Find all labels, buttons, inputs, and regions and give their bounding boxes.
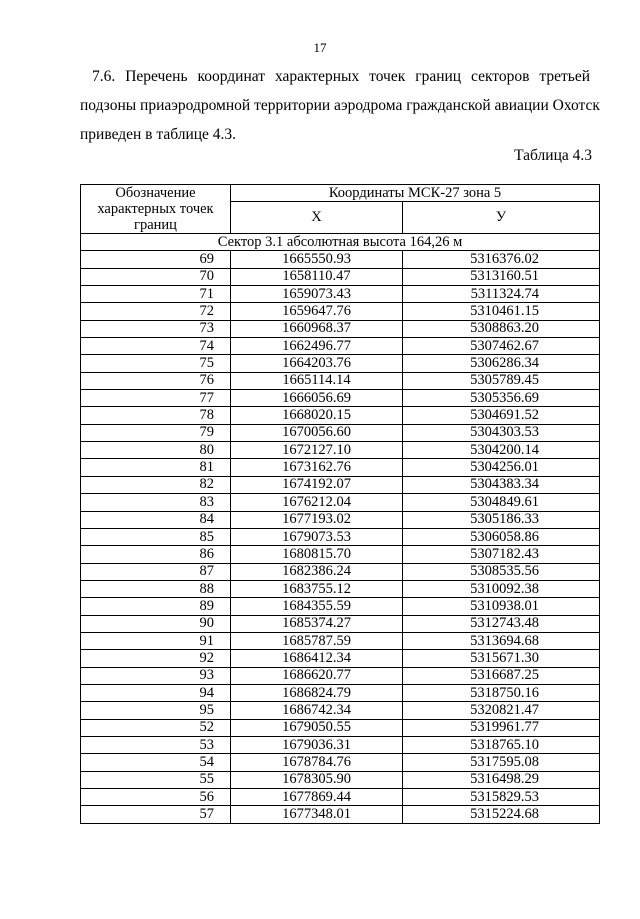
x-coordinate-cell: 1680815.70 [231,546,403,563]
coordinates-table [80,184,600,824]
x-coordinate-cell: 1677869.44 [231,789,403,806]
point-number-cell: 71 [81,286,231,303]
point-number-cell: 73 [81,320,231,337]
y-coordinate-cell: 5318765.10 [403,736,600,753]
y-coordinate-cell: 5312743.48 [403,615,600,632]
table-row [81,650,600,667]
table-row [81,476,600,493]
point-number-cell: 95 [81,702,231,719]
point-designation-header: Обозначение характерных точек границ [81,185,231,234]
x-coordinate-cell: 1660968.37 [231,320,403,337]
x-coordinate-cell: 1686742.34 [231,702,403,719]
x-coordinate-cell: 1668020.15 [231,407,403,424]
point-number-cell: 52 [81,719,231,736]
x-coordinate-cell: 1678305.90 [231,771,403,788]
point-number-cell: 84 [81,511,231,528]
point-number-cell: 77 [81,390,231,407]
y-coordinate-cell: 5313160.51 [403,268,600,285]
point-number-cell: 87 [81,563,231,580]
x-coordinate-cell: 1658110.47 [231,268,403,285]
y-coordinate-cell: 5320821.47 [403,702,600,719]
point-number-cell: 57 [81,806,231,823]
y-coordinate-cell: 5306286.34 [403,355,600,372]
x-coordinate-cell: 1679073.53 [231,528,403,545]
table-row [81,546,600,563]
y-coordinate-cell: 5304303.53 [403,424,600,441]
point-number-cell: 82 [81,476,231,493]
x-coordinate-cell: 1685374.27 [231,615,403,632]
y-coordinate-cell: 5310938.01 [403,598,600,615]
x-coordinate-cell: 1673162.76 [231,459,403,476]
y-coordinate-cell: 5304256.01 [403,459,600,476]
point-number-cell: 93 [81,667,231,684]
y-header: У [403,202,600,234]
point-number-cell: 54 [81,754,231,771]
y-coordinate-cell: 5306058.86 [403,528,600,545]
sector-label: Сектор 3.1 абсолютная высота 164,26 м [81,234,600,251]
page-number: 17 [313,40,327,55]
point-number-cell: 56 [81,789,231,806]
table-row [81,442,600,459]
x-coordinate-cell: 1686824.79 [231,684,403,701]
paragraph-line-1: 7.6. Перечень координат характерных точек границ секторов третьей [92,68,590,85]
paragraph-line-2: подзоны приаэродромной территории аэродрома гражданской авиации Охотск [80,97,600,114]
table-row [81,251,600,268]
intro-paragraph [80,62,600,149]
y-coordinate-cell: 5310092.38 [403,580,600,597]
point-number-cell: 76 [81,372,231,389]
x-coordinate-cell: 1674192.07 [231,476,403,493]
x-coordinate-cell: 1679050.55 [231,719,403,736]
table-row [81,806,600,823]
table-row [81,684,600,701]
table-row [81,286,600,303]
x-coordinate-cell: 1676212.04 [231,494,403,511]
x-coordinate-cell: 1672127.10 [231,442,403,459]
coordinates-header: Координаты МСК-27 зона 5 [231,185,600,202]
x-coordinate-cell: 1659647.76 [231,303,403,320]
point-number-cell: 86 [81,546,231,563]
table-row [81,459,600,476]
table-row [81,736,600,753]
x-coordinate-cell: 1679036.31 [231,736,403,753]
table-row [81,424,600,441]
point-number-cell: 78 [81,407,231,424]
x-coordinate-cell: 1662496.77 [231,338,403,355]
y-coordinate-cell: 5308535.56 [403,563,600,580]
table-row [81,494,600,511]
table-caption: Таблица 4.3 [514,147,592,164]
table-row [81,355,600,372]
point-number-cell: 53 [81,736,231,753]
y-coordinate-cell: 5315829.53 [403,789,600,806]
table-row [81,268,600,285]
x-coordinate-cell: 1659073.43 [231,286,403,303]
table-row [81,372,600,389]
table-row [81,598,600,615]
y-coordinate-cell: 5304691.52 [403,407,600,424]
x-coordinate-cell: 1665114.14 [231,372,403,389]
paragraph-line-3: приведен в таблице 4.3. [80,126,237,143]
y-coordinate-cell: 5319961.77 [403,719,600,736]
x-coordinate-cell: 1677193.02 [231,511,403,528]
x-coordinate-cell: 1682386.24 [231,563,403,580]
table-row [81,511,600,528]
point-number-cell: 72 [81,303,231,320]
table-row [81,702,600,719]
y-coordinate-cell: 5304849.61 [403,494,600,511]
x-coordinate-cell: 1683755.12 [231,580,403,597]
point-number-cell: 80 [81,442,231,459]
x-coordinate-cell: 1686412.34 [231,650,403,667]
x-coordinate-cell: 1666056.69 [231,390,403,407]
point-number-cell: 83 [81,494,231,511]
point-number-cell: 92 [81,650,231,667]
point-number-cell: 75 [81,355,231,372]
table-row [81,719,600,736]
point-number-cell: 79 [81,424,231,441]
x-coordinate-cell: 1684355.59 [231,598,403,615]
y-coordinate-cell: 5307462.67 [403,338,600,355]
table-row [81,303,600,320]
x-coordinate-cell: 1678784.76 [231,754,403,771]
table-row [81,615,600,632]
y-coordinate-cell: 5315224.68 [403,806,600,823]
point-number-cell: 81 [81,459,231,476]
table-row [81,771,600,788]
table-row [81,632,600,649]
y-coordinate-cell: 5316376.02 [403,251,600,268]
y-coordinate-cell: 5318750.16 [403,684,600,701]
y-coordinate-cell: 5307182.43 [403,546,600,563]
y-coordinate-cell: 5305356.69 [403,390,600,407]
x-header: X [231,202,403,234]
point-number-cell: 69 [81,251,231,268]
y-coordinate-cell: 5310461.15 [403,303,600,320]
table-row [81,789,600,806]
point-number-cell: 91 [81,632,231,649]
table-row [81,667,600,684]
y-coordinate-cell: 5305186.33 [403,511,600,528]
point-number-cell: 74 [81,338,231,355]
table-row [81,580,600,597]
y-coordinate-cell: 5305789.45 [403,372,600,389]
y-coordinate-cell: 5317595.08 [403,754,600,771]
x-coordinate-cell: 1686620.77 [231,667,403,684]
y-coordinate-cell: 5315671.30 [403,650,600,667]
y-coordinate-cell: 5308863.20 [403,320,600,337]
point-number-cell: 90 [81,615,231,632]
table-row [81,338,600,355]
point-number-cell: 85 [81,528,231,545]
table-row [81,390,600,407]
y-coordinate-cell: 5311324.74 [403,286,600,303]
table-row [81,528,600,545]
point-number-cell: 88 [81,580,231,597]
point-number-cell: 55 [81,771,231,788]
table-row [81,563,600,580]
table-row [81,320,600,337]
x-coordinate-cell: 1670056.60 [231,424,403,441]
x-coordinate-cell: 1665550.93 [231,251,403,268]
y-coordinate-cell: 5313694.68 [403,632,600,649]
y-coordinate-cell: 5304200.14 [403,442,600,459]
table-row [81,407,600,424]
x-coordinate-cell: 1685787.59 [231,632,403,649]
x-coordinate-cell: 1664203.76 [231,355,403,372]
y-coordinate-cell: 5316687.25 [403,667,600,684]
y-coordinate-cell: 5304383.34 [403,476,600,493]
point-number-cell: 89 [81,598,231,615]
point-number-cell: 94 [81,684,231,701]
point-number-cell: 70 [81,268,231,285]
y-coordinate-cell: 5316498.29 [403,771,600,788]
x-coordinate-cell: 1677348.01 [231,806,403,823]
table-row [81,754,600,771]
